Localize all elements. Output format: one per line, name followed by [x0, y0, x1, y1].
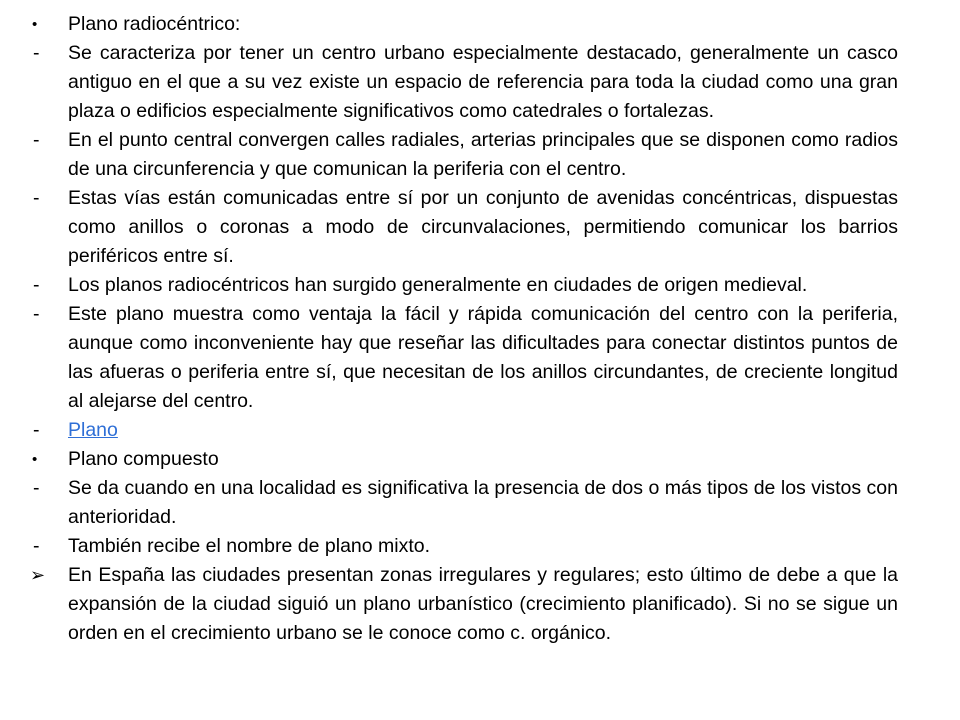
dash-marker: -: [33, 303, 40, 325]
dash-marker: -: [33, 477, 40, 499]
dash-marker: -: [33, 419, 40, 441]
paragraph-text: Estas vías están comunicadas entre sí por un conjunto de avenidas concéntricas, dispuestas como anillos o coronas a modo de circunvalaciones, permitiendo comunicar los barrios periféricos entre sí.: [68, 187, 898, 267]
slide-content: [30, 10, 898, 648]
bullet-marker: •: [32, 451, 38, 468]
list-item: [30, 532, 898, 561]
list-item: [30, 126, 898, 184]
list-item-link: [30, 416, 898, 445]
dash-marker: -: [33, 129, 40, 151]
list-item: [30, 39, 898, 126]
paragraph-text: Los planos radiocéntricos han surgido generalmente en ciudades de origen medieval.: [68, 274, 808, 296]
list-item: [30, 271, 898, 300]
dash-marker: -: [33, 187, 40, 209]
arrow-bullet-icon: ➢: [30, 565, 46, 585]
list-item-arrow: [30, 561, 898, 648]
list-item: [30, 184, 898, 271]
heading-text: Plano compuesto: [68, 448, 219, 470]
list-item-heading-radiocentrico: [30, 10, 898, 39]
plano-link[interactable]: Plano: [68, 419, 118, 441]
list-item: [30, 300, 898, 416]
list-item: [30, 474, 898, 532]
link-container: [68, 416, 898, 445]
bullet-marker: •: [32, 16, 38, 33]
paragraph-text: En el punto central convergen calles radiales, arterias principales que se disponen como radios de una circunferencia y que comunican la periferia con el centro.: [68, 129, 898, 180]
paragraph-text: Este plano muestra como ventaja la fácil y rápida comunicación del centro con la periferia, aunque como inconveniente hay que reseñar las dificultades para conectar distintos puntos de las afueras o periferia entre sí, que necesitan de los anillos circundantes, de creciente longitud al alejarse del centro.: [68, 303, 898, 412]
paragraph-text: También recibe el nombre de plano mixto.: [68, 535, 431, 557]
paragraph-text: Se caracteriza por tener un centro urbano especialmente destacado, generalmente un casco antiguo en el que a su vez existe un espacio de referencia para toda la ciudad como una gran plaza o edificios especialmente significativos como catedrales o fortalezas.: [68, 42, 898, 122]
dash-marker: -: [33, 42, 40, 64]
heading-text: Plano radiocéntrico:: [68, 13, 241, 35]
paragraph-text: En España las ciudades presentan zonas irregulares y regulares; esto último de debe a que la expansión de la ciudad siguió un plano urbanístico (crecimiento planificado). Si no se sigue un orden en el crecimiento urbano se le conoce como c. orgánico.: [68, 564, 898, 644]
dash-marker: -: [33, 274, 40, 296]
list-item-heading-compuesto: [30, 445, 898, 474]
paragraph-text: Se da cuando en una localidad es significativa la presencia de dos o más tipos de los vistos con anterioridad.: [68, 477, 898, 528]
dash-marker: -: [33, 535, 40, 557]
